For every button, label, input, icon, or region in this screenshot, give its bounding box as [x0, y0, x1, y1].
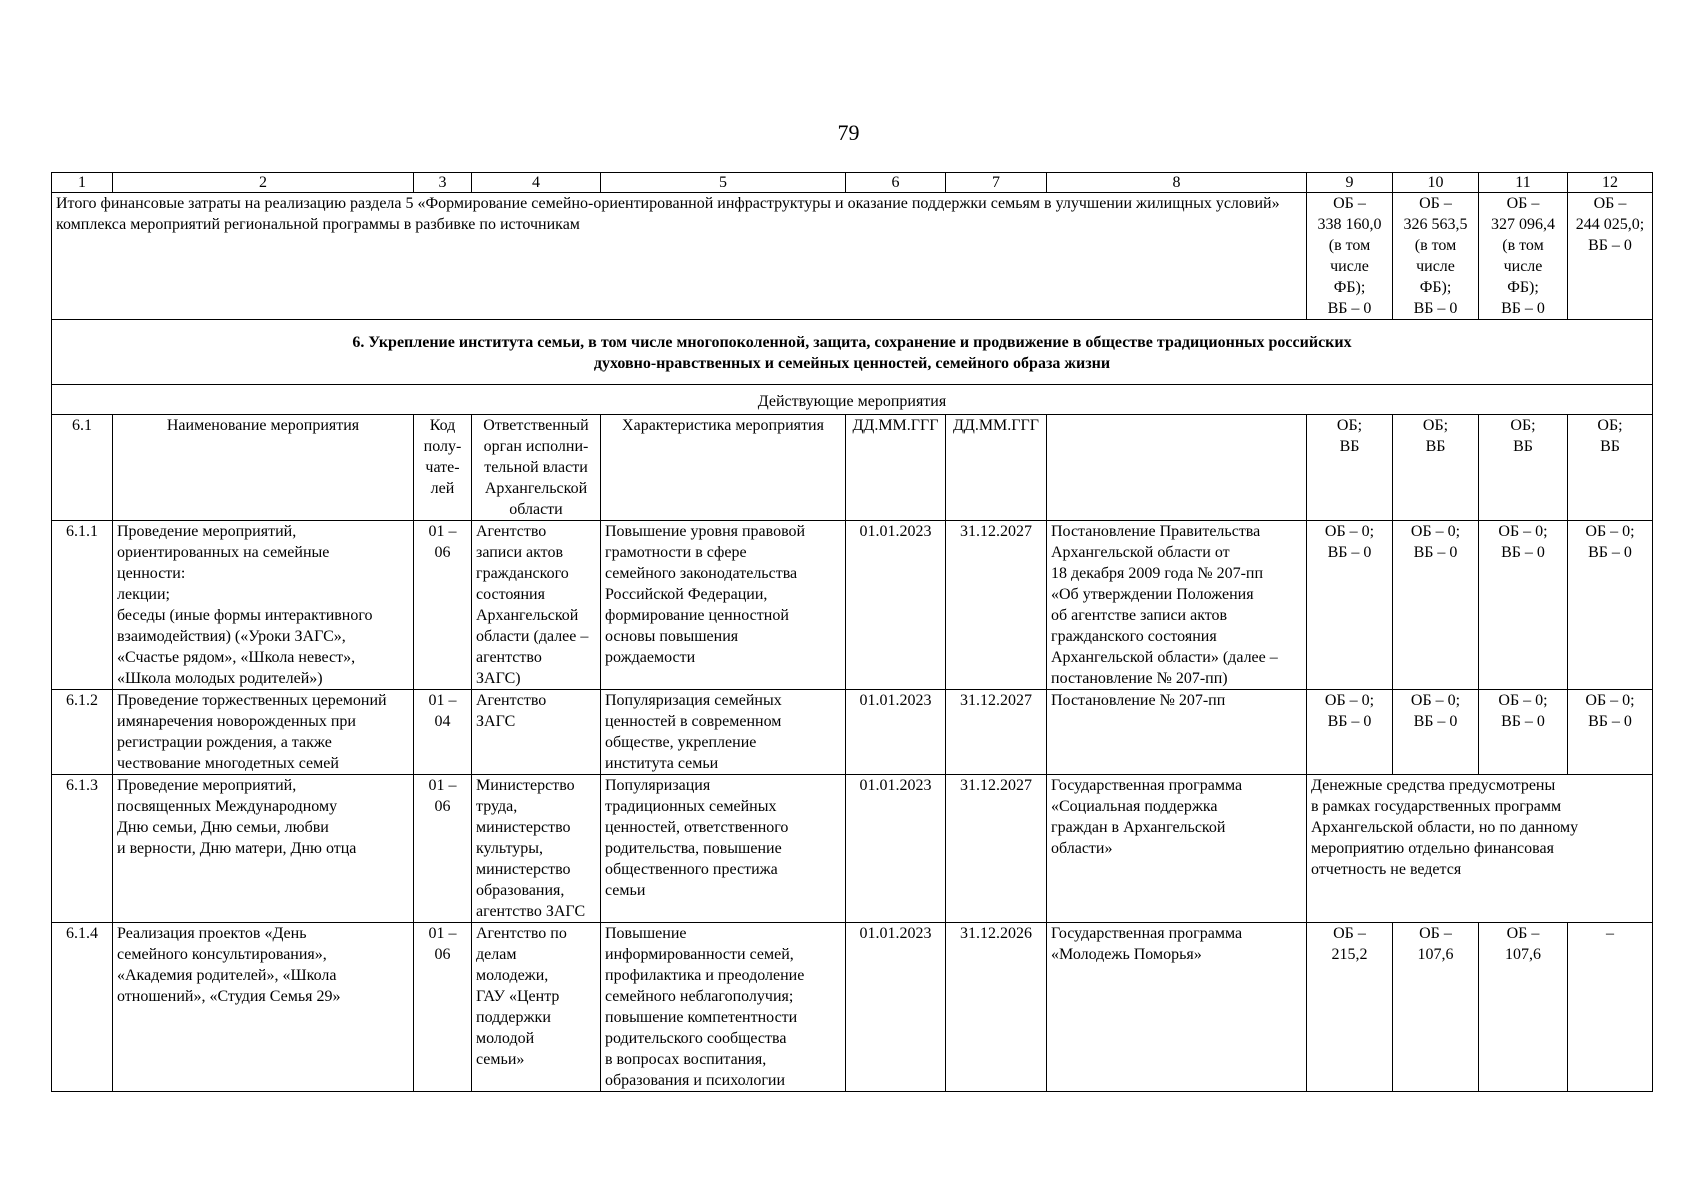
row-end-date: 31.12.2026	[946, 923, 1047, 1092]
total-value-10: ОБ – 326 563,5 (в том числе ФБ); ВБ – 0	[1393, 193, 1479, 320]
header-code: Код полу- чате- лей	[414, 415, 472, 521]
row-name: Проведение торжественных церемоний имянаречения новорожденных при регистрации рождения, а также чествование многодетных семей	[113, 690, 414, 775]
subsection-title: Действующие мероприятия	[52, 385, 1653, 415]
column-number: 11	[1479, 173, 1568, 193]
row-funding-12: ОБ – 0; ВБ – 0	[1568, 690, 1653, 775]
row-funding-11: ОБ – 107,6	[1479, 923, 1568, 1092]
row-funding-9: ОБ – 215,2	[1307, 923, 1393, 1092]
row-responsible: Агентство по делам молодежи, ГАУ «Центр поддержки молодой семьи»	[472, 923, 601, 1092]
row-start-date: 01.01.2023	[846, 521, 946, 690]
row-responsible: Министерство труда, министерство культуры, министерство образования, агентство ЗАГС	[472, 775, 601, 923]
page-number: 79	[837, 120, 860, 145]
column-number: 6	[846, 173, 946, 193]
row-num: 6.1.3	[52, 775, 113, 923]
row-funding-11: ОБ – 0; ВБ – 0	[1479, 521, 1568, 690]
total-row-label: Итого финансовые затраты на реализацию раздела 5 «Формирование семейно-ориентированной инфраструктуры и оказание поддержки семьям в улучшении жилищных условий» комплекса мероприятий региональной программы в разбивке по источникам	[52, 193, 1307, 320]
row-num: 6.1.2	[52, 690, 113, 775]
header-funding-11: ОБ; ВБ	[1479, 415, 1568, 521]
header-num: 6.1	[52, 415, 113, 521]
section-row	[52, 320, 1653, 385]
row-code: 01 – 06	[414, 775, 472, 923]
header-start-date: ДД.ММ.ГГГ	[846, 415, 946, 521]
row-funding-9: ОБ – 0; ВБ – 0	[1307, 690, 1393, 775]
row-funding-10: ОБ – 0; ВБ – 0	[1393, 521, 1479, 690]
row-start-date: 01.01.2023	[846, 923, 946, 1092]
row-basis: Постановление Правительства Архангельской области от 18 декабря 2009 года № 207-пп «Об утверждении Положения об агентстве записи актов гражданского состояния Архангельской области» (далее – постановление № 207-пп)	[1047, 521, 1307, 690]
row-end-date: 31.12.2027	[946, 690, 1047, 775]
column-number-row	[52, 173, 1653, 193]
header-responsible: Ответственный орган исполни- тельной власти Архангельской области	[472, 415, 601, 521]
header-description: Характеристика мероприятия	[601, 415, 846, 521]
row-code: 01 – 06	[414, 923, 472, 1092]
row-funding-10: ОБ – 107,6	[1393, 923, 1479, 1092]
row-name: Проведение мероприятий, ориентированных на семейные ценности: лекции; беседы (иные формы интерактивного взаимодействия) («Уроки ЗАГС», «Счастье рядом», «Школа невест», «Школа молодых родителей»)	[113, 521, 414, 690]
row-funding-12: ОБ – 0; ВБ – 0	[1568, 521, 1653, 690]
row-start-date: 01.01.2023	[846, 690, 946, 775]
row-description: Популяризация традиционных семейных ценностей, ответственного родительства, повышение общественного престижа семьи	[601, 775, 846, 923]
row-code: 01 – 06	[414, 521, 472, 690]
row-responsible: Агентство записи актов гражданского состояния Архангельской области (далее – агентство ЗАГС)	[472, 521, 601, 690]
row-code: 01 – 04	[414, 690, 472, 775]
header-funding-10: ОБ; ВБ	[1393, 415, 1479, 521]
row-funding-10: ОБ – 0; ВБ – 0	[1393, 690, 1479, 775]
row-funding-11: ОБ – 0; ВБ – 0	[1479, 690, 1568, 775]
table-row	[52, 690, 1653, 775]
header-row	[52, 415, 1653, 521]
header-name: Наименование мероприятия	[113, 415, 414, 521]
total-value-11: ОБ – 327 096,4 (в том числе ФБ); ВБ – 0	[1479, 193, 1568, 320]
header-funding-9: ОБ; ВБ	[1307, 415, 1393, 521]
column-number: 7	[946, 173, 1047, 193]
section-title: 6. Укрепление института семьи, в том числе многопоколенной, защита, сохранение и продвижение в обществе традиционных российских духовно-нравственных и семейных ценностей, семейного образа жизни	[52, 320, 1653, 385]
row-description: Повышение уровня правовой грамотности в сфере семейного законодательства Российской Федерации, формирование ценностной основы повышения рождаемости	[601, 521, 846, 690]
subsection-row	[52, 385, 1653, 415]
column-number: 2	[113, 173, 414, 193]
column-number: 1	[52, 173, 113, 193]
total-value-12: ОБ – 244 025,0; ВБ – 0	[1568, 193, 1653, 320]
header-funding-12: ОБ; ВБ	[1568, 415, 1653, 521]
row-end-date: 31.12.2027	[946, 775, 1047, 923]
column-number: 4	[472, 173, 601, 193]
header-basis	[1047, 415, 1307, 521]
column-number: 3	[414, 173, 472, 193]
row-basis: Постановление № 207-пп	[1047, 690, 1307, 775]
program-table	[51, 172, 1653, 1092]
row-funding-12: –	[1568, 923, 1653, 1092]
table-row	[52, 521, 1653, 690]
column-number: 8	[1047, 173, 1307, 193]
column-number: 10	[1393, 173, 1479, 193]
header-end-date: ДД.ММ.ГГГ	[946, 415, 1047, 521]
row-description: Популяризация семейных ценностей в современном обществе, укрепление института семьи	[601, 690, 846, 775]
total-value-9: ОБ – 338 160,0 (в том числе ФБ); ВБ – 0	[1307, 193, 1393, 320]
total-row	[52, 193, 1653, 320]
row-start-date: 01.01.2023	[846, 775, 946, 923]
column-number: 9	[1307, 173, 1393, 193]
column-number: 5	[601, 173, 846, 193]
row-basis: Государственная программа «Социальная поддержка граждан в Архангельской области»	[1047, 775, 1307, 923]
row-responsible: Агентство ЗАГС	[472, 690, 601, 775]
row-name: Проведение мероприятий, посвященных Международному Дню семьи, Дню семьи, любви и верности, Дню матери, Дню отца	[113, 775, 414, 923]
row-end-date: 31.12.2027	[946, 521, 1047, 690]
row-num: 6.1.4	[52, 923, 113, 1092]
row-description: Повышение информированности семей, профилактика и преодоление семейного неблагополучия; повышение компетентности родительского сообщества в вопросах воспитания, образования и психологии	[601, 923, 846, 1092]
row-funding-9: ОБ – 0; ВБ – 0	[1307, 521, 1393, 690]
row-name: Реализация проектов «День семейного консультирования», «Академия родителей», «Школа отношений», «Студия Семья 29»	[113, 923, 414, 1092]
column-number: 12	[1568, 173, 1653, 193]
row-funding-note: Денежные средства предусмотрены в рамках государственных программ Архангельской области, но по данному мероприятию отдельно финансовая отчетность не ведется	[1307, 775, 1653, 923]
table-row	[52, 923, 1653, 1092]
row-num: 6.1.1	[52, 521, 113, 690]
table-row	[52, 775, 1653, 923]
row-basis: Государственная программа «Молодежь Поморья»	[1047, 923, 1307, 1092]
